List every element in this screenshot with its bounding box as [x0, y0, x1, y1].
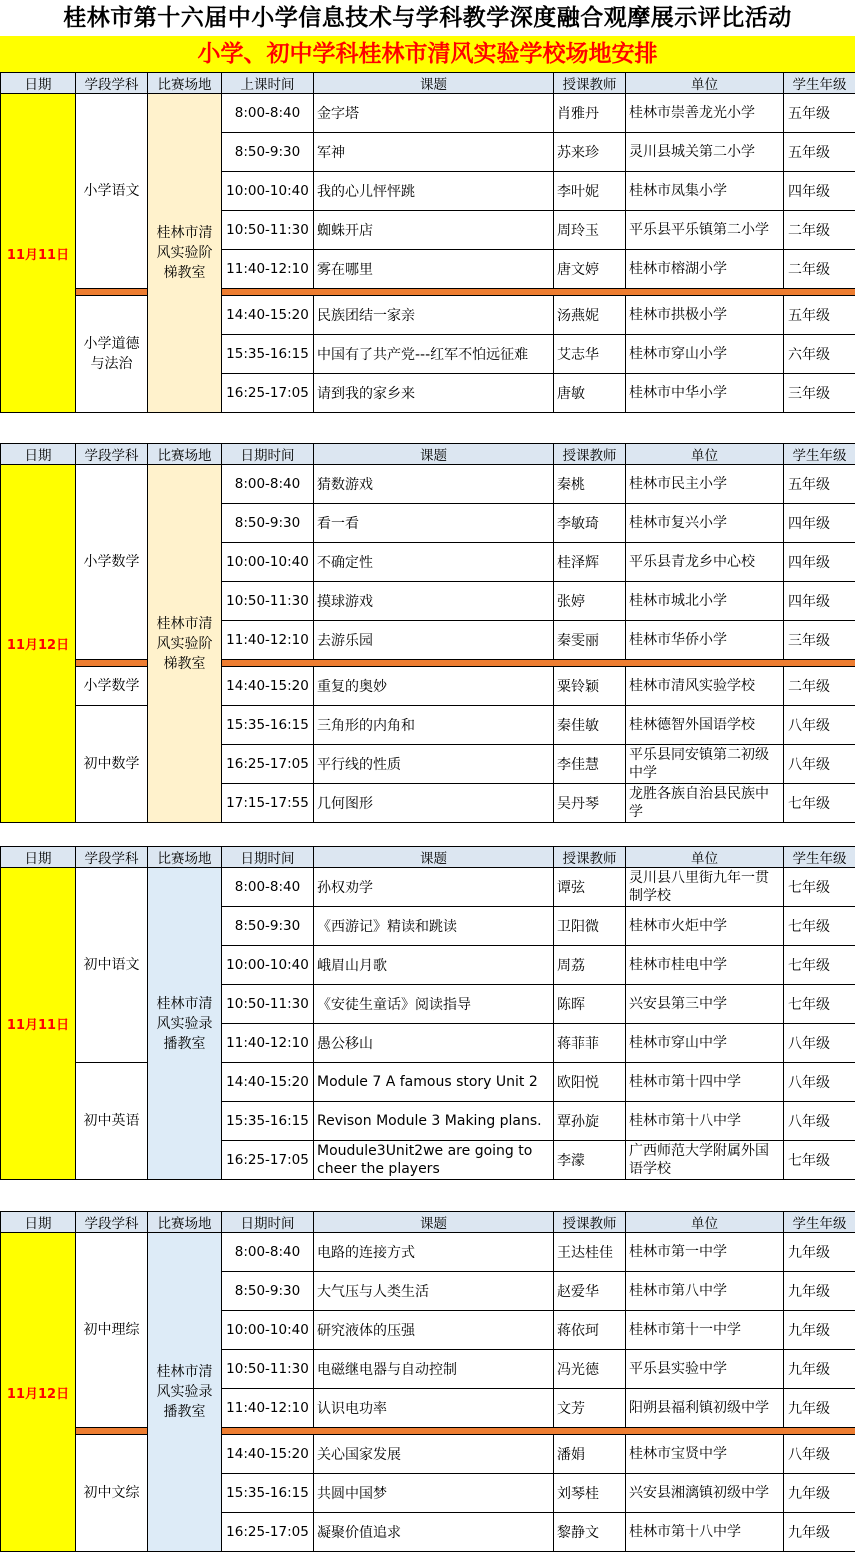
topic-cell: 电路的连接方式	[314, 1233, 554, 1272]
unit-cell: 桂林市第十一中学	[626, 1311, 784, 1350]
topic-cell: 《西游记》精读和跳读	[314, 907, 554, 946]
unit-cell: 桂林市清风实验学校	[626, 667, 784, 706]
subject-cell: 初中英语	[76, 1063, 148, 1180]
topic-cell: 愚公移山	[314, 1024, 554, 1063]
time-cell: 8:00-8:40	[222, 465, 314, 504]
subject-cell: 初中理综	[76, 1233, 148, 1428]
teacher-cell: 刘琴桂	[554, 1474, 626, 1513]
unit-cell: 桂林市拱极小学	[626, 296, 784, 335]
separator-cell	[76, 660, 148, 667]
grade-cell: 九年级	[784, 1350, 855, 1389]
time-cell: 10:50-11:30	[222, 1350, 314, 1389]
time-cell: 10:50-11:30	[222, 582, 314, 621]
grade-cell: 九年级	[784, 1389, 855, 1428]
unit-cell: 灵川县城关第二小学	[626, 133, 784, 172]
teacher-cell: 王达桂佳	[554, 1233, 626, 1272]
table-row	[1, 868, 855, 907]
time-cell: 10:50-11:30	[222, 985, 314, 1024]
column-header: 授课教师	[554, 444, 626, 465]
grade-cell: 四年级	[784, 582, 855, 621]
column-header: 日期	[1, 444, 76, 465]
grade-cell: 八年级	[784, 706, 855, 745]
unit-cell: 广西师范大学附属外国语学校	[626, 1141, 784, 1180]
unit-cell: 桂林市第十八中学	[626, 1513, 784, 1552]
teacher-cell: 肖雅丹	[554, 94, 626, 133]
topic-cell: 我的心儿怦怦跳	[314, 172, 554, 211]
unit-cell: 桂林市城北小学	[626, 582, 784, 621]
time-cell: 14:40-15:20	[222, 667, 314, 706]
topic-cell: 《安徒生童话》阅读指导	[314, 985, 554, 1024]
teacher-cell: 唐敏	[554, 374, 626, 413]
grade-cell: 八年级	[784, 1102, 855, 1141]
topic-cell: 关心国家发展	[314, 1435, 554, 1474]
teacher-cell: 文芳	[554, 1389, 626, 1428]
grade-cell: 八年级	[784, 1063, 855, 1102]
column-header: 学生年级	[784, 847, 855, 868]
unit-cell: 桂林市桂电中学	[626, 946, 784, 985]
date-cell: 11月11日	[1, 94, 76, 413]
unit-cell: 桂林市宝贤中学	[626, 1435, 784, 1474]
topic-cell: 共圆中国梦	[314, 1474, 554, 1513]
unit-cell: 桂林市崇善龙光小学	[626, 94, 784, 133]
subject-cell: 小学道德与法治	[76, 296, 148, 413]
teacher-cell: 覃孙旋	[554, 1102, 626, 1141]
teacher-cell: 赵爱华	[554, 1272, 626, 1311]
teacher-cell: 秦雯丽	[554, 621, 626, 660]
grade-cell: 四年级	[784, 543, 855, 582]
teacher-cell: 蒋菲菲	[554, 1024, 626, 1063]
schedule-section-2	[0, 443, 855, 823]
time-cell: 11:40-12:10	[222, 621, 314, 660]
grade-cell: 八年级	[784, 1024, 855, 1063]
separator-cell	[222, 660, 855, 667]
time-cell: 15:35-16:15	[222, 1474, 314, 1513]
unit-cell: 平乐县青龙乡中心校	[626, 543, 784, 582]
time-cell: 16:25-17:05	[222, 1513, 314, 1552]
time-cell: 8:00-8:40	[222, 1233, 314, 1272]
schedule-section-4	[0, 1211, 855, 1552]
topic-cell: 认识电功率	[314, 1389, 554, 1428]
grade-cell: 七年级	[784, 946, 855, 985]
column-header: 授课教师	[554, 73, 626, 94]
topic-cell: 几何图形	[314, 784, 554, 823]
grade-cell: 五年级	[784, 296, 855, 335]
unit-cell: 桂林市凤集小学	[626, 172, 784, 211]
topic-cell: Module 7 A famous story Unit 2	[314, 1063, 554, 1102]
grade-cell: 七年级	[784, 868, 855, 907]
grade-cell: 三年级	[784, 374, 855, 413]
column-header: 日期	[1, 1212, 76, 1233]
grade-cell: 七年级	[784, 907, 855, 946]
time-cell: 14:40-15:20	[222, 1063, 314, 1102]
teacher-cell: 桂泽辉	[554, 543, 626, 582]
topic-cell: 重复的奥妙	[314, 667, 554, 706]
column-header: 日期时间	[222, 1212, 314, 1233]
teacher-cell: 黎静文	[554, 1513, 626, 1552]
schedule-table	[0, 1211, 855, 1552]
group-separator	[1, 289, 855, 296]
topic-cell: 大气压与人类生活	[314, 1272, 554, 1311]
table-row	[1, 1233, 855, 1272]
column-header: 日期	[1, 73, 76, 94]
column-header: 单位	[626, 444, 784, 465]
venue-cell: 桂林市清风实验阶梯教室	[148, 94, 222, 413]
column-header: 学生年级	[784, 1212, 855, 1233]
schedule-table	[0, 846, 855, 1180]
unit-cell: 阳朔县福利镇初级中学	[626, 1389, 784, 1428]
unit-cell: 桂林市榕湖小学	[626, 250, 784, 289]
grade-cell: 二年级	[784, 250, 855, 289]
topic-cell: 军神	[314, 133, 554, 172]
grade-cell: 二年级	[784, 211, 855, 250]
column-header: 学生年级	[784, 444, 855, 465]
column-header: 日期时间	[222, 444, 314, 465]
grade-cell: 六年级	[784, 335, 855, 374]
topic-cell: 猜数游戏	[314, 465, 554, 504]
unit-cell: 桂林市中华小学	[626, 374, 784, 413]
topic-cell: 孙权劝学	[314, 868, 554, 907]
time-cell: 8:00-8:40	[222, 868, 314, 907]
unit-cell: 平乐县同安镇第二初级中学	[626, 745, 784, 784]
column-header: 学段学科	[76, 444, 148, 465]
teacher-cell: 潘娟	[554, 1435, 626, 1474]
unit-cell: 兴安县湘漓镇初级中学	[626, 1474, 784, 1513]
grade-cell: 九年级	[784, 1513, 855, 1552]
time-cell: 10:50-11:30	[222, 211, 314, 250]
column-header: 日期	[1, 847, 76, 868]
topic-cell: 蜘蛛开店	[314, 211, 554, 250]
column-header: 学段学科	[76, 847, 148, 868]
unit-cell: 桂林市第十八中学	[626, 1102, 784, 1141]
page-title: 桂林市第十六届中小学信息技术与学科教学深度融合观摩展示评比活动	[0, 0, 855, 37]
grade-cell: 五年级	[784, 133, 855, 172]
topic-cell: 请到我的家乡来	[314, 374, 554, 413]
teacher-cell: 吴丹琴	[554, 784, 626, 823]
table-header-row	[1, 73, 855, 94]
separator-cell	[76, 1428, 148, 1435]
teacher-cell: 艾志华	[554, 335, 626, 374]
time-cell: 11:40-12:10	[222, 1389, 314, 1428]
teacher-cell: 汤燕妮	[554, 296, 626, 335]
topic-cell: 去游乐园	[314, 621, 554, 660]
subject-cell: 初中数学	[76, 706, 148, 823]
unit-cell: 桂林市火炬中学	[626, 907, 784, 946]
topic-cell: 凝聚价值追求	[314, 1513, 554, 1552]
schedule-table	[0, 72, 855, 413]
teacher-cell: 李叶妮	[554, 172, 626, 211]
unit-cell: 平乐县平乐镇第二小学	[626, 211, 784, 250]
teacher-cell: 李敏琦	[554, 504, 626, 543]
topic-cell: 摸球游戏	[314, 582, 554, 621]
column-header: 学生年级	[784, 73, 855, 94]
date-cell: 11月12日	[1, 1233, 76, 1552]
time-cell: 8:50-9:30	[222, 133, 314, 172]
unit-cell: 桂林市华侨小学	[626, 621, 784, 660]
teacher-cell: 卫阳微	[554, 907, 626, 946]
date-cell: 11月11日	[1, 868, 76, 1180]
time-cell: 10:00-10:40	[222, 543, 314, 582]
time-cell: 16:25-17:05	[222, 374, 314, 413]
grade-cell: 七年级	[784, 1141, 855, 1180]
table-header-row	[1, 1212, 855, 1233]
topic-cell: 民族团结一家亲	[314, 296, 554, 335]
time-cell: 16:25-17:05	[222, 745, 314, 784]
separator-cell	[222, 1428, 855, 1435]
time-cell: 10:00-10:40	[222, 1311, 314, 1350]
teacher-cell: 秦桃	[554, 465, 626, 504]
grade-cell: 四年级	[784, 504, 855, 543]
teacher-cell: 唐文婷	[554, 250, 626, 289]
grade-cell: 八年级	[784, 1435, 855, 1474]
teacher-cell: 秦佳敏	[554, 706, 626, 745]
topic-cell: 电磁继电器与自动控制	[314, 1350, 554, 1389]
column-header: 单位	[626, 847, 784, 868]
topic-cell: 雾在哪里	[314, 250, 554, 289]
unit-cell: 桂林市第十四中学	[626, 1063, 784, 1102]
grade-cell: 四年级	[784, 172, 855, 211]
table-row	[1, 296, 855, 335]
unit-cell: 灵川县八里街九年一贯制学校	[626, 868, 784, 907]
unit-cell: 桂林市穿山中学	[626, 1024, 784, 1063]
unit-cell: 桂林市第八中学	[626, 1272, 784, 1311]
schedule-table	[0, 443, 855, 823]
separator-cell	[76, 289, 148, 296]
table-row	[1, 94, 855, 133]
unit-cell: 桂林市复兴小学	[626, 504, 784, 543]
time-cell: 14:40-15:20	[222, 1435, 314, 1474]
time-cell: 11:40-12:10	[222, 1024, 314, 1063]
time-cell: 15:35-16:15	[222, 335, 314, 374]
teacher-cell: 周荔	[554, 946, 626, 985]
time-cell: 17:15-17:55	[222, 784, 314, 823]
table-row	[1, 1063, 855, 1102]
column-header: 单位	[626, 1212, 784, 1233]
unit-cell: 龙胜各族自治县民族中学	[626, 784, 784, 823]
column-header: 比赛场地	[148, 1212, 222, 1233]
column-header: 比赛场地	[148, 444, 222, 465]
column-header: 学段学科	[76, 73, 148, 94]
column-header: 授课教师	[554, 1212, 626, 1233]
time-cell: 16:25-17:05	[222, 1141, 314, 1180]
column-header: 上课时间	[222, 73, 314, 94]
teacher-cell: 谭弦	[554, 868, 626, 907]
time-cell: 14:40-15:20	[222, 296, 314, 335]
time-cell: 11:40-12:10	[222, 250, 314, 289]
grade-cell: 八年级	[784, 745, 855, 784]
column-header: 课题	[314, 847, 554, 868]
grade-cell: 五年级	[784, 94, 855, 133]
schedule-section-3	[0, 846, 855, 1180]
topic-cell: Moudule3Unit2we are going to cheer the players	[314, 1141, 554, 1180]
time-cell: 8:50-9:30	[222, 504, 314, 543]
teacher-cell: 粟铃颖	[554, 667, 626, 706]
column-header: 课题	[314, 73, 554, 94]
venue-cell: 桂林市清风实验录播教室	[148, 868, 222, 1180]
topic-cell: 看一看	[314, 504, 554, 543]
subject-cell: 初中语文	[76, 868, 148, 1063]
time-cell: 15:35-16:15	[222, 706, 314, 745]
subject-cell: 小学数学	[76, 465, 148, 660]
teacher-cell: 周玲玉	[554, 211, 626, 250]
grade-cell: 三年级	[784, 621, 855, 660]
venue-cell: 桂林市清风实验阶梯教室	[148, 465, 222, 823]
teacher-cell: 苏来珍	[554, 133, 626, 172]
group-separator	[1, 1428, 855, 1435]
column-header: 课题	[314, 1212, 554, 1233]
table-row	[1, 667, 855, 706]
teacher-cell: 蒋依珂	[554, 1311, 626, 1350]
teacher-cell: 冯光德	[554, 1350, 626, 1389]
unit-cell: 桂林市穿山小学	[626, 335, 784, 374]
subject-cell: 初中文综	[76, 1435, 148, 1552]
column-header: 单位	[626, 73, 784, 94]
grade-cell: 九年级	[784, 1233, 855, 1272]
separator-cell	[222, 289, 855, 296]
topic-cell: 中国有了共产党---红军不怕远征难	[314, 335, 554, 374]
venue-cell: 桂林市清风实验录播教室	[148, 1233, 222, 1552]
column-header: 比赛场地	[148, 847, 222, 868]
subject-cell: 小学语文	[76, 94, 148, 289]
unit-cell: 桂林德智外国语学校	[626, 706, 784, 745]
table-row	[1, 706, 855, 745]
unit-cell: 兴安县第三中学	[626, 985, 784, 1024]
topic-cell: 峨眉山月歌	[314, 946, 554, 985]
table-row	[1, 465, 855, 504]
schedule-section-1	[0, 72, 855, 413]
topic-cell: 平行线的性质	[314, 745, 554, 784]
grade-cell: 九年级	[784, 1272, 855, 1311]
grade-cell: 五年级	[784, 465, 855, 504]
column-header: 课题	[314, 444, 554, 465]
teacher-cell: 陈晖	[554, 985, 626, 1024]
time-cell: 8:50-9:30	[222, 1272, 314, 1311]
time-cell: 8:50-9:30	[222, 907, 314, 946]
table-header-row	[1, 847, 855, 868]
column-header: 比赛场地	[148, 73, 222, 94]
topic-cell: 不确定性	[314, 543, 554, 582]
time-cell: 8:00-8:40	[222, 94, 314, 133]
topic-cell: Revison Module 3 Making plans.	[314, 1102, 554, 1141]
grade-cell: 七年级	[784, 784, 855, 823]
column-header: 日期时间	[222, 847, 314, 868]
page-subtitle: 小学、初中学科桂林市清风实验学校场地安排	[0, 36, 855, 72]
teacher-cell: 李佳慧	[554, 745, 626, 784]
topic-cell: 研究液体的压强	[314, 1311, 554, 1350]
teacher-cell: 张婷	[554, 582, 626, 621]
unit-cell: 平乐县实验中学	[626, 1350, 784, 1389]
table-row	[1, 1435, 855, 1474]
time-cell: 10:00-10:40	[222, 946, 314, 985]
topic-cell: 三角形的内角和	[314, 706, 554, 745]
teacher-cell: 李濛	[554, 1141, 626, 1180]
time-cell: 10:00-10:40	[222, 172, 314, 211]
grade-cell: 七年级	[784, 985, 855, 1024]
unit-cell: 桂林市民主小学	[626, 465, 784, 504]
time-cell: 15:35-16:15	[222, 1102, 314, 1141]
column-header: 学段学科	[76, 1212, 148, 1233]
date-cell: 11月12日	[1, 465, 76, 823]
unit-cell: 桂林市第一中学	[626, 1233, 784, 1272]
grade-cell: 二年级	[784, 667, 855, 706]
topic-cell: 金字塔	[314, 94, 554, 133]
grade-cell: 九年级	[784, 1474, 855, 1513]
table-header-row	[1, 444, 855, 465]
column-header: 授课教师	[554, 847, 626, 868]
group-separator	[1, 660, 855, 667]
teacher-cell: 欧阳悦	[554, 1063, 626, 1102]
grade-cell: 九年级	[784, 1311, 855, 1350]
subject-cell: 小学数学	[76, 667, 148, 706]
